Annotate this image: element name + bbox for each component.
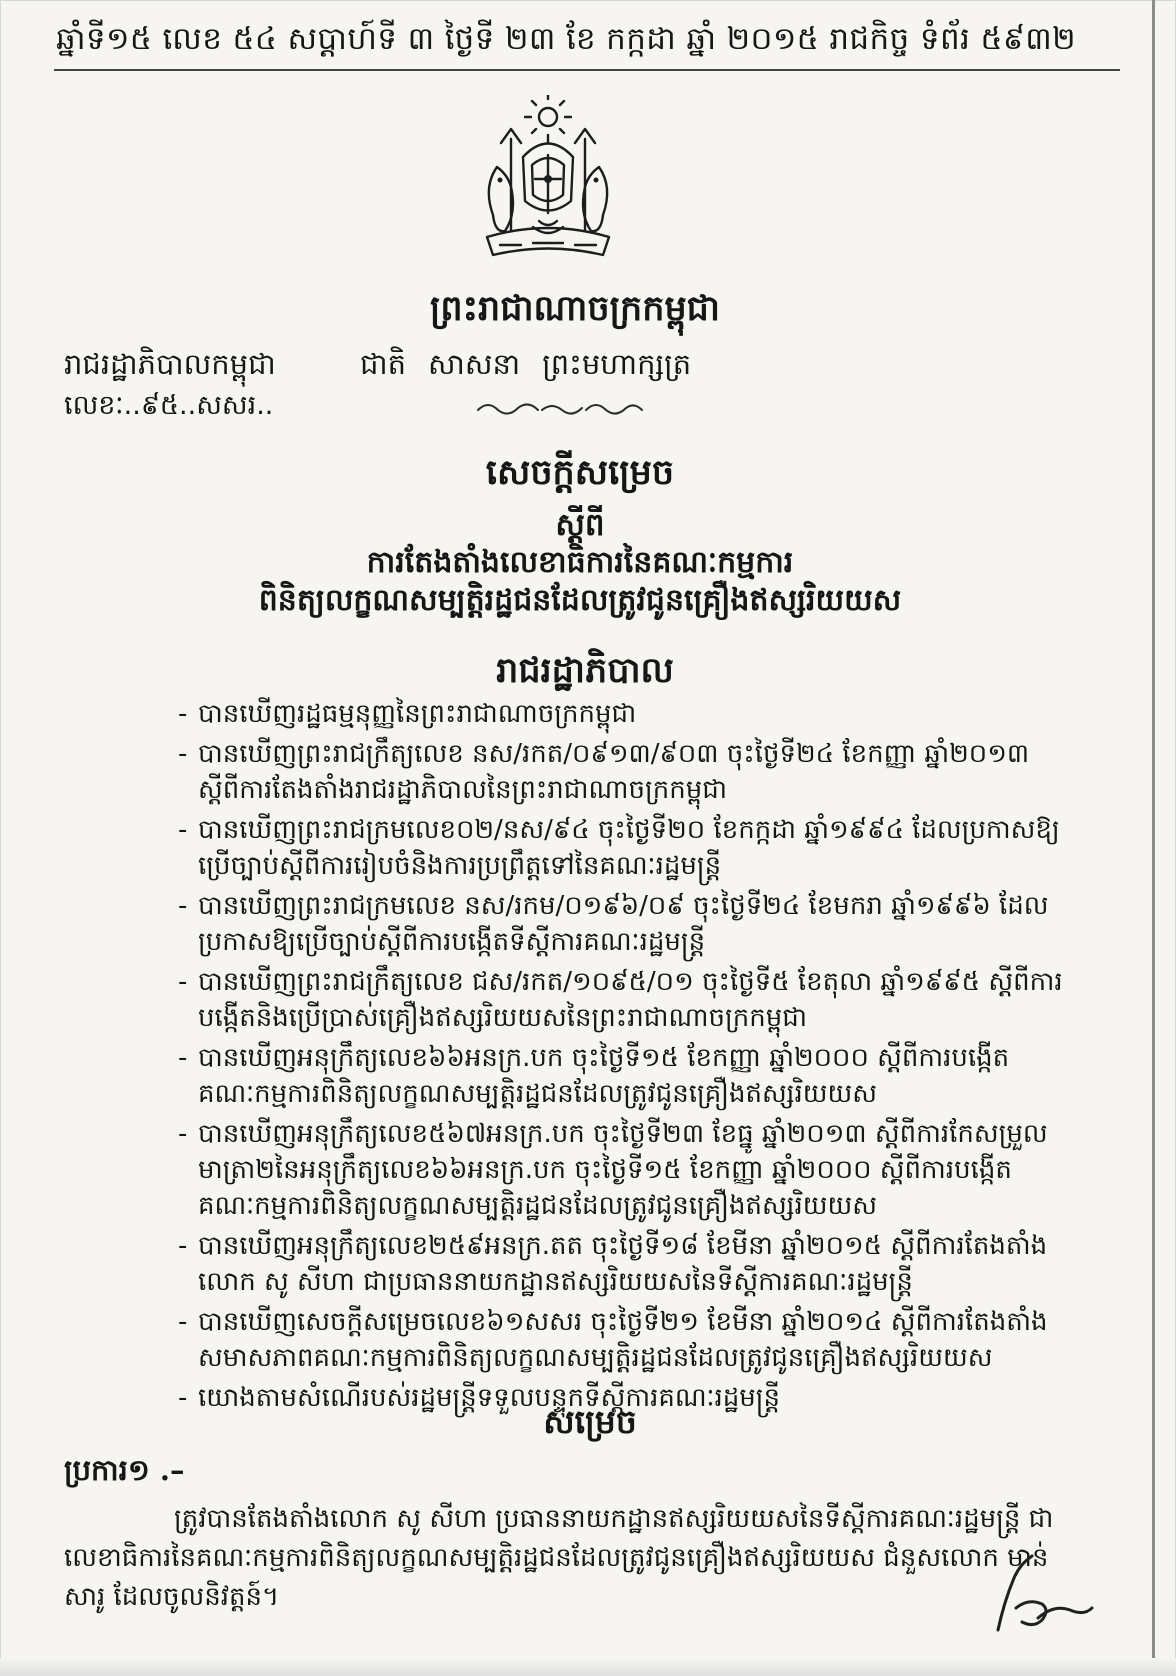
subject-line-1: ការតែងតាំងលេខាធិការនៃគណៈកម្មការ — [366, 545, 794, 580]
consideration-item: - បានឃើញអនុក្រឹត្យលេខ៦៦អនក្រ.បក ចុះថ្ងៃទី១៥ ខែកញ្ញា ឆ្នាំ២០០០ ស្ដីពីការបង្កើតគណៈកម្មការពិនិត្យលក្ខណសម្បត្តិរដ្ឋជនដែលត្រូវជូនគ្រឿងឥស្សរិយយស — [178, 1040, 1078, 1112]
article-title: ប្រការ១ .– — [64, 1453, 185, 1487]
decides-heading: សម្រេច — [543, 1402, 637, 1441]
motto-religion: សាសនា — [428, 347, 521, 381]
consideration-item: - បានឃើញអនុក្រឹត្យលេខ៥៦៧អនក្រ.បក ចុះថ្ងៃទី២៣ ខែធ្នូ ឆ្នាំ២០១៣ ស្ដីពីការកែសម្រួលមាត្រា២នៃអនុក្រឹត្យលេខ៦៦អនក្រ.បក ចុះថ្ងៃទី១៥ ខែកញ្ញា ឆ្នាំ២០០០ ស្ដីពីការបង្កើតគណៈកម្មការពិនិត្យលក្ខណសម្បត្តិរដ្ឋជនដែលត្រូវជូនគ្រឿងឥស្សរិយយស — [178, 1116, 1078, 1224]
consideration-item: - បានឃើញព្រះរាជក្រមលេខ០២/នស/៩៤ ចុះថ្ងៃទី២០ ខែកក្កដា ឆ្នាំ១៩៩៤ ដែលប្រកាសឱ្យប្រើច្បាប់ស្ដីពីការរៀបចំនិងការប្រព្រឹត្តទៅនៃគណៈរដ្ឋមន្ត្រី — [178, 812, 1078, 884]
issuing-government: រាជរដ្ឋាភិបាលកម្ពុជា — [64, 347, 276, 381]
considerations-list — [178, 696, 1078, 1420]
consideration-item: - បានឃើញព្រះរាជក្រឹត្យលេខ នស/រកត/០៩១៣/៩០៣ ចុះថ្ងៃទី២៤ ខែកញ្ញា ឆ្នាំ២០១៣ ស្ដីពីការតែងតាំងរាជរដ្ឋាភិបាលនៃព្រះរាជាណាចក្រកម្ពុជា — [178, 736, 1078, 808]
consideration-item: - បានឃើញអនុក្រឹត្យលេខ២៥៩អនក្រ.តត ចុះថ្ងៃទី១៨ ខែមីនា ឆ្នាំ២០១៥ ស្ដីពីការតែងតាំងលោក សូ សីហា ជាប្រធាននាយកដ្ឋានឥស្សរិយយសនៃទីស្ដីការគណៈរដ្ឋមន្ត្រី — [178, 1228, 1078, 1300]
page-edge-rule — [1152, 0, 1155, 1676]
kingdom-title: ព្រះរាជាណាចក្រកម្ពុជា — [429, 288, 720, 329]
decorative-ornament-icon — [470, 398, 650, 418]
consideration-item: - បានឃើញព្រះរាជក្រមលេខ នស/រកម/០១៩៦/០៩ ចុះថ្ងៃទី២៤ ខែមករា ឆ្នាំ១៩៩៦ ដែលប្រកាសឱ្យប្រើច្បាប់ស្ដីពីការបង្កើតទីស្ដីការគណៈរដ្ឋមន្ត្រី — [178, 888, 1078, 960]
government-heading: រាជរដ្ឋាភិបាល — [496, 650, 674, 691]
bottom-scan-shadow — [0, 1658, 1176, 1676]
article-body — [64, 1500, 1074, 1617]
header-divider — [54, 69, 1120, 71]
consideration-item: - យោងតាមសំណើរបស់រដ្ឋមន្ត្រីទទួលបន្ទុកទីស្ដីការគណៈរដ្ឋមន្ត្រី — [178, 1380, 1078, 1416]
motto-nation: ជាតិ — [360, 347, 407, 381]
document-type-title: សេចក្តីសម្រេច — [485, 452, 675, 493]
consideration-item: - បានឃើញរដ្ឋធម្មនុញ្ញនៃព្រះរាជាណាចក្រកម្ពុជា — [178, 696, 1078, 732]
article-text: ត្រូវបានតែងតាំងលោក សូ សីហា ប្រធាននាយកដ្ឋានឥស្សរិយយសនៃទីស្ដីការគណៈរដ្ឋមន្ត្រី ជាលេខាធិការនៃគណៈកម្មការពិនិត្យលក្ខណសម្បត្តិរដ្ឋជនដែលត្រូវជូនគ្រឿងឥស្សរិយយស ជំនួសលោក មាន់ សារូ ដែលចូលនិវត្តន៍។ — [64, 1504, 1054, 1612]
document-number: លេខៈ..៩៥..សសរ.. — [64, 390, 274, 421]
royal-arms-emblem-icon — [453, 95, 643, 275]
motto-king: ព្រះមហាក្សត្រ — [542, 347, 692, 381]
gazette-header-line: ឆ្នាំទី១៥ លេខ ៥៤ សប្ដាហ៍ទី ៣ ថ្ងៃទី ២៣ ខែ កក្កដា ឆ្នាំ ២០១៥ រាជកិច្ច ទំព័រ ៥៩៣២ — [56, 21, 1076, 57]
consideration-item: - បានឃើញសេចក្ដីសម្រេចលេខ៦១សសរ ចុះថ្ងៃទី២១ ខែមីនា ឆ្នាំ២០១៤ ស្ដីពីការតែងតាំងសមាសភាពគណៈកម្មការពិនិត្យលក្ខណសម្បត្តិរដ្ឋជនដែលត្រូវជូនគ្រឿងឥស្សរិយយស — [178, 1304, 1078, 1376]
national-motto — [360, 344, 780, 384]
consideration-item: - បានឃើញព្រះរាជក្រឹត្យលេខ ជស/រកត/១០៩៥/០១ ចុះថ្ងៃទី៥ ខែតុលា ឆ្នាំ១៩៩៥ ស្ដីពីការបង្កើតនិងប្រើប្រាស់គ្រឿងឥស្សរិយយសនៃព្រះរាជាណាចក្រកម្ពុជា — [178, 964, 1078, 1036]
subject-line-2: ពិនិត្យលក្ខណសម្បត្តិរដ្ឋជនដែលត្រូវជូនគ្រឿងឥស្សរិយយស — [258, 583, 902, 618]
handwritten-signature-icon — [980, 1548, 1098, 1638]
about-heading: ស្ដីពី — [555, 507, 605, 543]
